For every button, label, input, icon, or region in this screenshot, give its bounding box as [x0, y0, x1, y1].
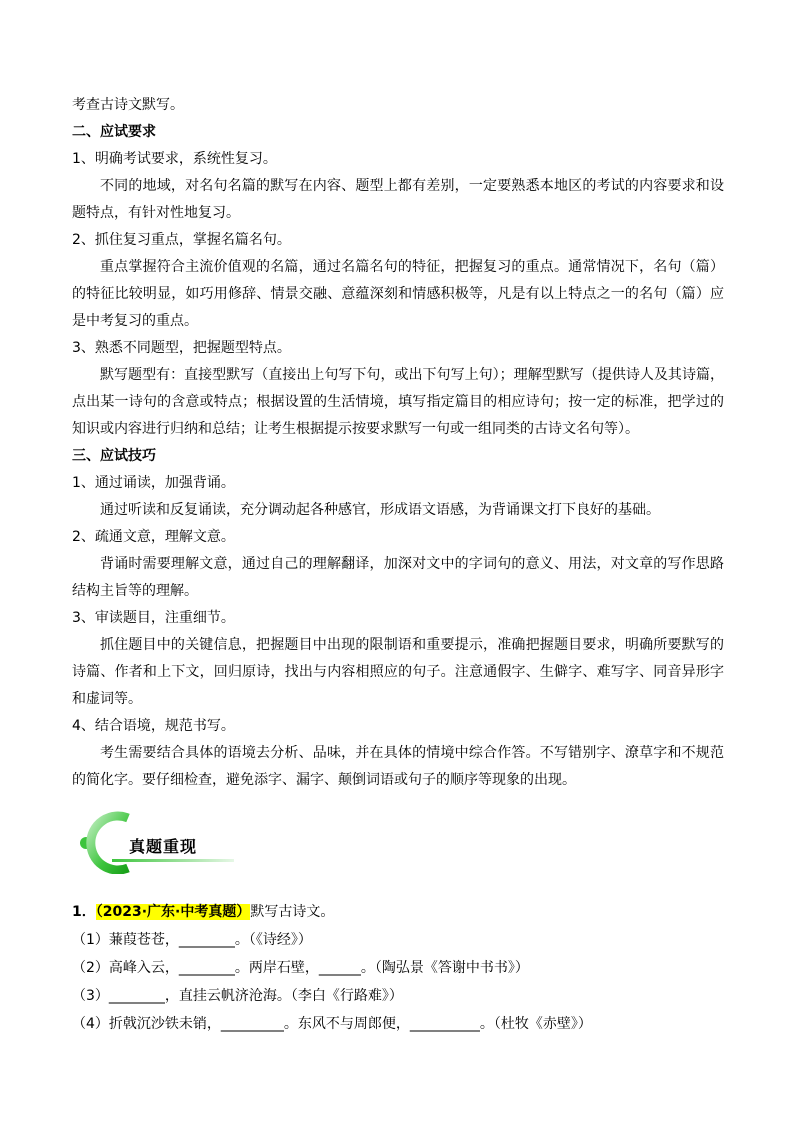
question-block [72, 898, 732, 1038]
section2-item3-title: 3、熟悉不同题型，把握题型特点。 [72, 340, 291, 356]
question-line-2: （2）高峰入云，________。两岸石壁，______。（陶弘景《答谢中书书》） [72, 960, 529, 976]
document-body [72, 92, 724, 794]
intro-text: 考查古诗文默写。 [72, 97, 184, 113]
section2-item2-title: 2、抓住复习重点，掌握名篇名句。 [72, 232, 291, 248]
section2-item3-body: 默写题型有：直接型默写（直接出上句写下句，或出下句写上句）；理解型默写（提供诗人及其诗篇，点出某一诗句的含意或特点；根据设置的生活情境，填写指定篇目的相应诗句；按一定的标准，把学过的知识或内容进行归纳和总结；让考生根据提示按要求默写一句或一组同类的古诗文名句等）。 [72, 367, 724, 437]
section3-item4-title: 4、结合语境，规范书写。 [72, 718, 235, 734]
section3-item4-body: 考生需要结合具体的语境去分析、品味，并在具体的情境中综合作答。不写错别字、潦草字和不规范的简化字。要仔细检查，避免添字、漏字、颠倒词语或句子的顺序等现象的出现。 [72, 745, 724, 788]
section2-item2-body: 重点掌握符合主流价值观的名篇，通过名篇名句的特征，把握复习的重点。通常情况下，名句（篇）的特征比较明显，如巧用修辞、情景交融、意蕴深刻和情感积极等，凡是有以上特点之一的名句（篇）应是中考复习的重点。 [72, 259, 724, 329]
section3-item2-title: 2、疏通文意，理解文意。 [72, 529, 235, 545]
section3-item1-title: 1、通过诵读，加强背诵。 [72, 475, 235, 491]
section-banner [72, 810, 242, 874]
question-prompt: 默写古诗文。 [250, 904, 335, 920]
section3-item2-body: 背诵时需要理解文意，通过自己的理解翻译，加深对文中的字词句的意义、用法，对文章的写作思路结构主旨等的理解。 [72, 556, 724, 599]
section2-heading: 二、应试要求 [72, 124, 156, 140]
section3-item3-body: 抓住题目中的关键信息，把握题目中出现的限制语和重要提示，准确把握题目要求，明确所要默写的诗篇、作者和上下文，回归原诗，找出与内容相照应的句子。注意通假字、生僻字、难写字、同音异形字和虚词等。 [72, 637, 724, 707]
section2-item1-body: 不同的地域，对名句名篇的默写在内容、题型上都有差别，一定要熟悉本地区的考试的内容要求和设题特点，有针对性地复习。 [72, 178, 724, 221]
question-header [72, 898, 732, 926]
section3-heading: 三、应试技巧 [72, 448, 156, 464]
section3-item3-title: 3、审读题目，注重细节。 [72, 610, 235, 626]
question-line-3: （3）________，直挂云帆济沧海。（李白《行路难》） [72, 988, 403, 1004]
question-line-4: （4）折戟沉沙铁未销，_________。东风不与周郎便，__________。（杜牧《赤壁》） [72, 1016, 592, 1032]
question-source-highlight: （2023·广东·中考真题） [95, 904, 251, 920]
question-number: 1． [72, 904, 96, 920]
banner-title: 真题重现 [129, 837, 198, 856]
section2-item1-title: 1、明确考试要求，系统性复习。 [72, 151, 277, 167]
section3-item1-body: 通过听读和反复诵读，充分调动起各种感官，形成语文语感，为背诵课文打下良好的基础。 [100, 502, 660, 518]
question-line-1: （1）蒹葭苍苍，________。（《诗经》） [72, 932, 312, 948]
